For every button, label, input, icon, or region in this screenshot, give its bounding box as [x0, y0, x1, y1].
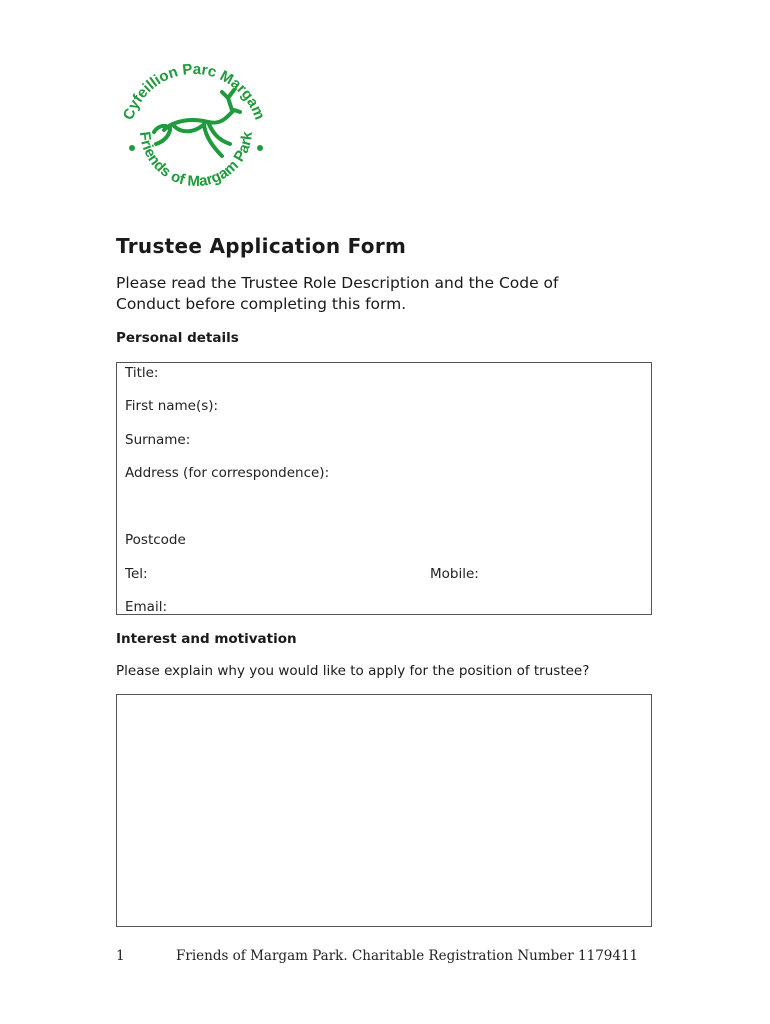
mobile-field-label[interactable]: Mobile: — [430, 566, 479, 582]
tel-field-label[interactable]: Tel: — [125, 566, 148, 582]
motivation-question: Please explain why you would like to apply for the position of trustee? — [116, 663, 590, 679]
leaping-deer-icon — [154, 90, 240, 156]
motivation-answer-box[interactable] — [116, 694, 652, 927]
footer-text: Friends of Margam Park. Charitable Registration Number 1179411 — [176, 948, 639, 964]
email-field-label[interactable]: Email: — [125, 599, 168, 615]
logo-dot-left — [129, 145, 135, 151]
logo-text-top: Cyfeillion Parc Margam — [119, 60, 269, 123]
title-field-label[interactable]: Title: — [125, 365, 159, 381]
logo-dot-right — [257, 145, 263, 151]
organisation-logo — [112, 60, 276, 210]
logo-text-bottom: Friends of Margam Park — [135, 130, 257, 191]
deer-emblem — [112, 60, 276, 210]
page-footer — [116, 948, 638, 964]
personal-details-box — [116, 362, 652, 615]
page-number: 1 — [116, 948, 125, 964]
interest-heading: Interest and motivation — [116, 631, 297, 647]
form-intro: Please read the Trustee Role Description and the Code of Conduct before completing this form. — [116, 274, 559, 313]
first-names-field-label[interactable]: First name(s): — [125, 398, 219, 414]
postcode-field-label[interactable]: Postcode — [125, 532, 186, 548]
surname-field-label[interactable]: Surname: — [125, 432, 191, 448]
form-title: Trustee Application Form — [116, 234, 407, 258]
address-field-label[interactable]: Address (for correspondence): — [125, 465, 330, 481]
personal-details-heading: Personal details — [116, 330, 239, 346]
